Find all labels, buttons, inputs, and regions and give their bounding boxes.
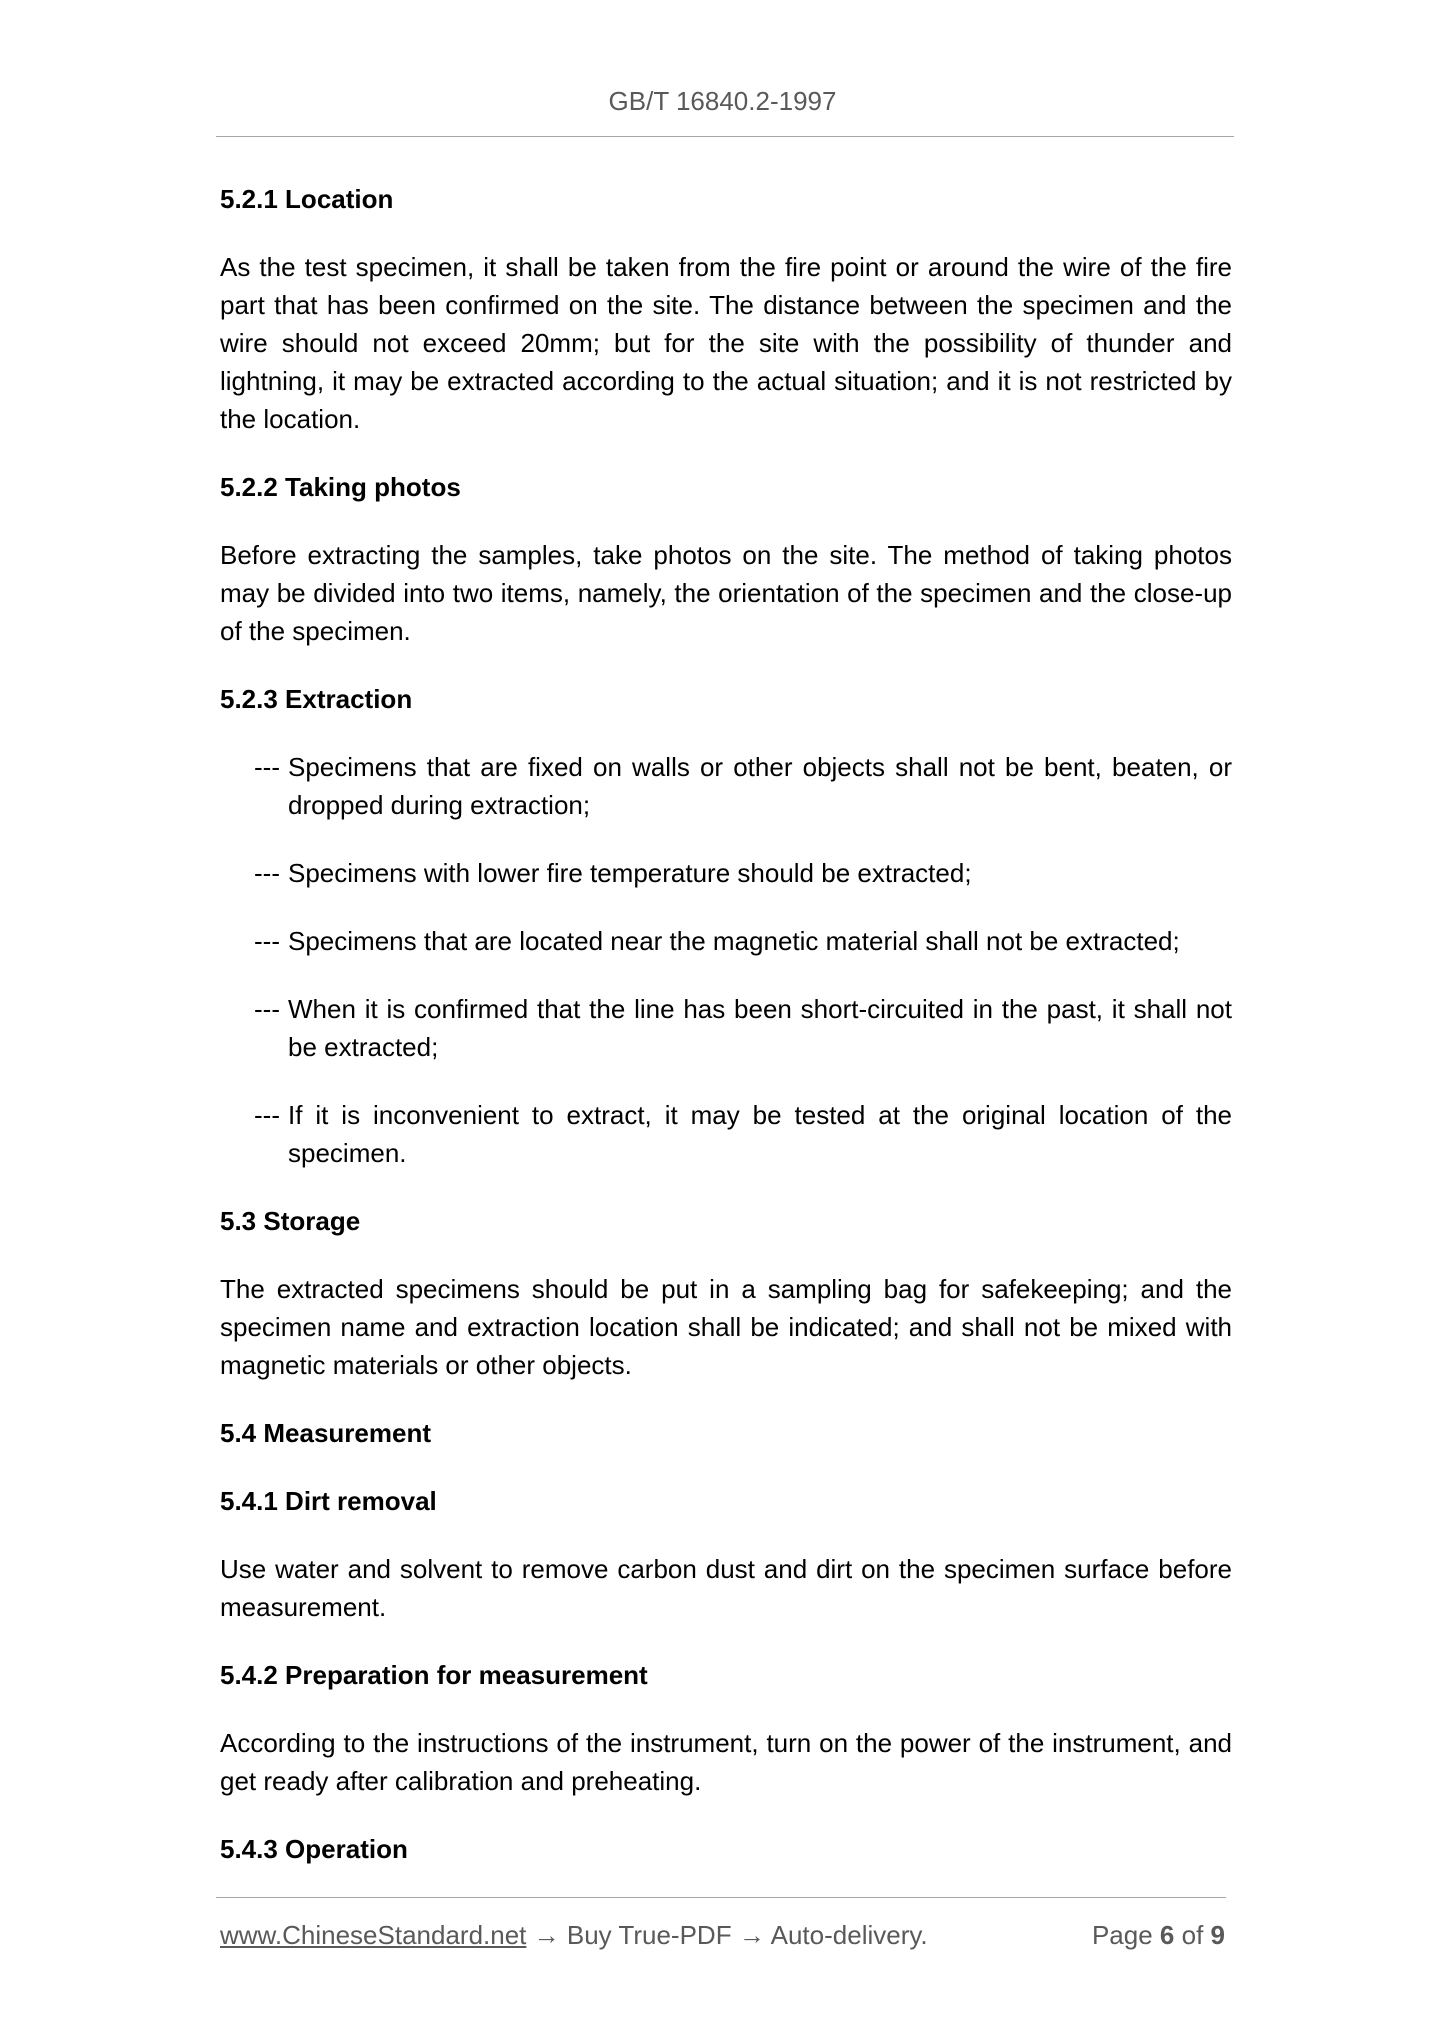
- list-item-text: Specimens with lower fire temperature should be extracted;: [288, 858, 972, 888]
- chinesestandard-link[interactable]: www.ChineseStandard.net: [220, 1920, 527, 1950]
- list-dash: ---: [254, 926, 280, 956]
- document-body: [220, 180, 1232, 1868]
- heading-5-2-2: 5.2.2 Taking photos: [220, 472, 461, 502]
- heading-5-3: 5.3 Storage: [220, 1206, 361, 1236]
- list-item: [220, 990, 1232, 1066]
- list-item-text: Specimens that are fixed on walls or other objects shall not be bent, beaten, or dropped during extraction;: [288, 752, 1232, 820]
- auto-delivery-text: Auto-delivery.: [770, 1920, 928, 1950]
- heading-5-4-3: 5.4.3 Operation: [220, 1834, 408, 1864]
- paragraph-dirt-removal: Use water and solvent to remove carbon dust and dirt on the specimen surface before measurement.: [220, 1554, 1232, 1622]
- heading-5-4: 5.4 Measurement: [220, 1418, 431, 1448]
- page-footer: [220, 1918, 1225, 1952]
- list-dash: ---: [254, 752, 280, 782]
- page-current: 6: [1159, 1920, 1175, 1950]
- paragraph-storage: The extracted specimens should be put in a sampling bag for safekeeping; and the specimen name and extraction location shall be indicated; and shall not be mixed with magnetic materials or other objects.: [220, 1274, 1232, 1380]
- list-item-text: Specimens that are located near the magnetic material shall not be extracted;: [288, 926, 1180, 956]
- header-divider: [216, 136, 1234, 137]
- arrow-right-icon: →: [533, 1920, 560, 1950]
- page-of-label: of: [1181, 1920, 1204, 1950]
- page-total: 9: [1210, 1920, 1225, 1950]
- buy-true-pdf-text: Buy True-PDF: [566, 1920, 732, 1950]
- heading-5-2-1: 5.2.1 Location: [220, 184, 394, 214]
- heading-5-2-3: 5.2.3 Extraction: [220, 684, 413, 714]
- arrow-right-icon: →: [738, 1920, 765, 1950]
- list-dash: ---: [254, 1100, 280, 1130]
- list-item: [220, 854, 1232, 892]
- paragraph-location: As the test specimen, it shall be taken from the fire point or around the wire of the fire part that has been confirmed on the site. The distance between the specimen and the wire should not exceed 20mm; but for the site with the possibility of thunder and lightning, it may be extracted according to the actual situation; and it is not restricted by the location.: [220, 252, 1232, 434]
- page-number: [1092, 1918, 1225, 1952]
- paragraph-taking-photos: Before extracting the samples, take photos on the site. The method of taking photos may be divided into two items, namely, the orientation of the specimen and the close-up of the specimen.: [220, 540, 1232, 646]
- footer-divider: [216, 1897, 1226, 1898]
- list-item-text: When it is confirmed that the line has been short-circuited in the past, it shall not be extracted;: [288, 994, 1232, 1062]
- list-dash: ---: [254, 994, 280, 1024]
- list-dash: ---: [254, 858, 280, 888]
- list-item-text: If it is inconvenient to extract, it may be tested at the original location of the specimen.: [288, 1100, 1232, 1168]
- page-label: Page: [1091, 1920, 1153, 1950]
- list-item: [220, 1096, 1232, 1172]
- paragraph-preparation: According to the instructions of the instrument, turn on the power of the instrument, and get ready after calibration and preheating.: [220, 1728, 1232, 1796]
- heading-5-4-1: 5.4.1 Dirt removal: [220, 1486, 437, 1516]
- document-id-header: GB/T 16840.2-1997: [608, 86, 837, 116]
- heading-5-4-2: 5.4.2 Preparation for measurement: [220, 1660, 648, 1690]
- list-item: [220, 748, 1232, 824]
- list-item: [220, 922, 1232, 960]
